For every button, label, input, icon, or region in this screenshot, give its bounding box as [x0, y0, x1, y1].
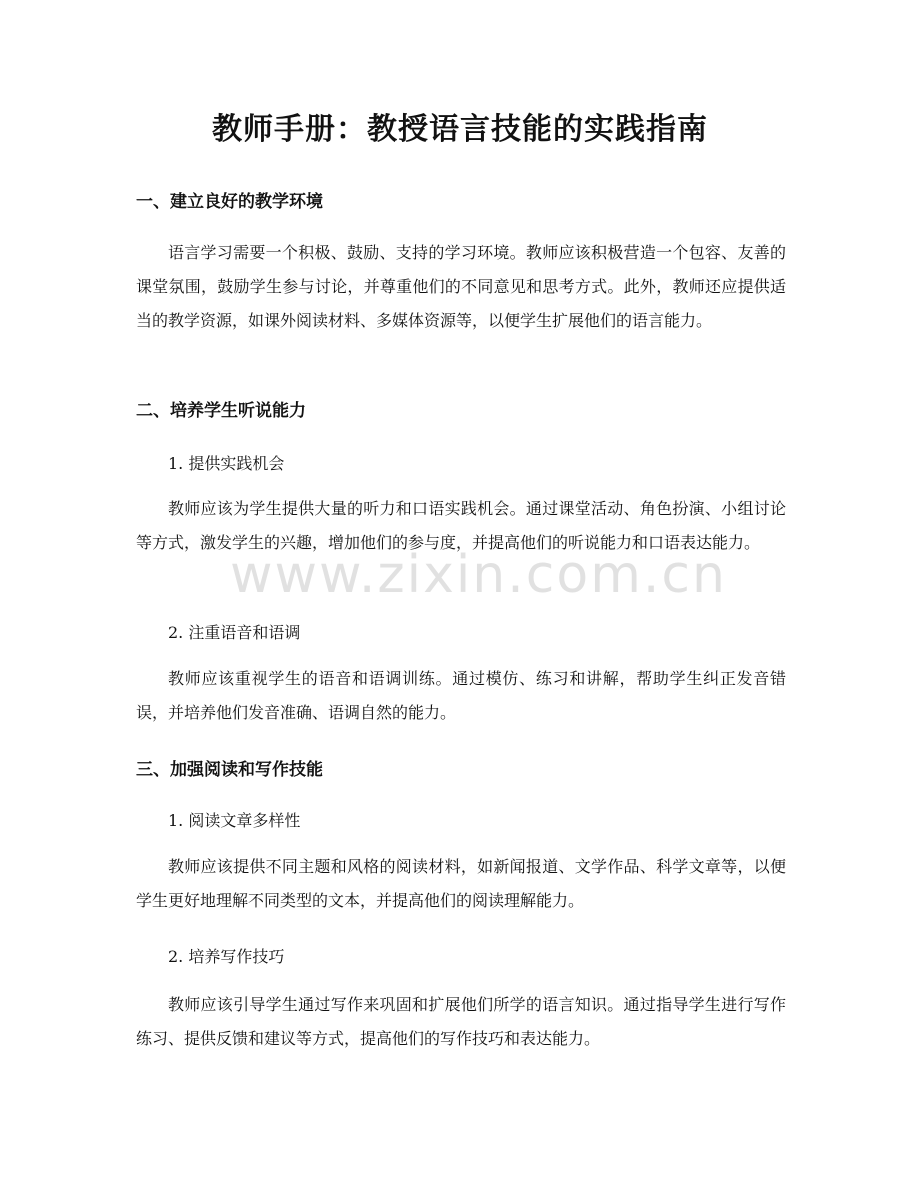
section-heading-2: 二、培养学生听说能力	[136, 401, 306, 421]
subheading-3-1: 1. 阅读文章多样性	[168, 811, 301, 830]
paragraph-2-2: 教师应该重视学生的语音和语调训练。通过模仿、练习和讲解，帮助学生纠正发音错误，并培养他们发音准确、语调自然的能力。	[136, 669, 786, 722]
watermark: www.zixin.com.cn	[230, 545, 727, 605]
paragraph-3-1: 教师应该提供不同主题和风格的阅读材料，如新闻报道、文学作品、科学文章等，以便学生更好地理解不同类型的文本，并提高他们的阅读理解能力。	[136, 857, 786, 910]
subheading-2-1: 1. 提供实践机会	[168, 454, 285, 473]
page-title: 教师手册：教授语言技能的实践指南	[212, 112, 708, 147]
paragraph-3-2: 教师应该引导学生通过写作来巩固和扩展他们所学的语言知识。通过指导学生进行写作练习、提供反馈和建议等方式，提高他们的写作技巧和表达能力。	[136, 995, 786, 1048]
section-1-paragraph: 语言学习需要一个积极、鼓励、支持的学习环境。教师应该积极营造一个包容、友善的课堂氛围，鼓励学生参与讨论，并尊重他们的不同意见和思考方式。此外，教师还应提供适当的教学资源，如课外阅读材料、多媒体资源等，以便学生扩展他们的语言能力。	[136, 243, 786, 330]
subheading-3-2: 2. 培养写作技巧	[168, 947, 285, 966]
paragraph-2-1: 教师应该为学生提供大量的听力和口语实践机会。通过课堂活动、角色扮演、小组讨论等方式，激发学生的兴趣，增加他们的参与度，并提高他们的听说能力和口语表达能力。	[136, 499, 786, 552]
section-heading-1: 一、建立良好的教学环境	[136, 192, 323, 212]
section-heading-3: 三、加强阅读和写作技能	[136, 760, 323, 780]
subheading-2-2: 2. 注重语音和语调	[168, 623, 301, 642]
